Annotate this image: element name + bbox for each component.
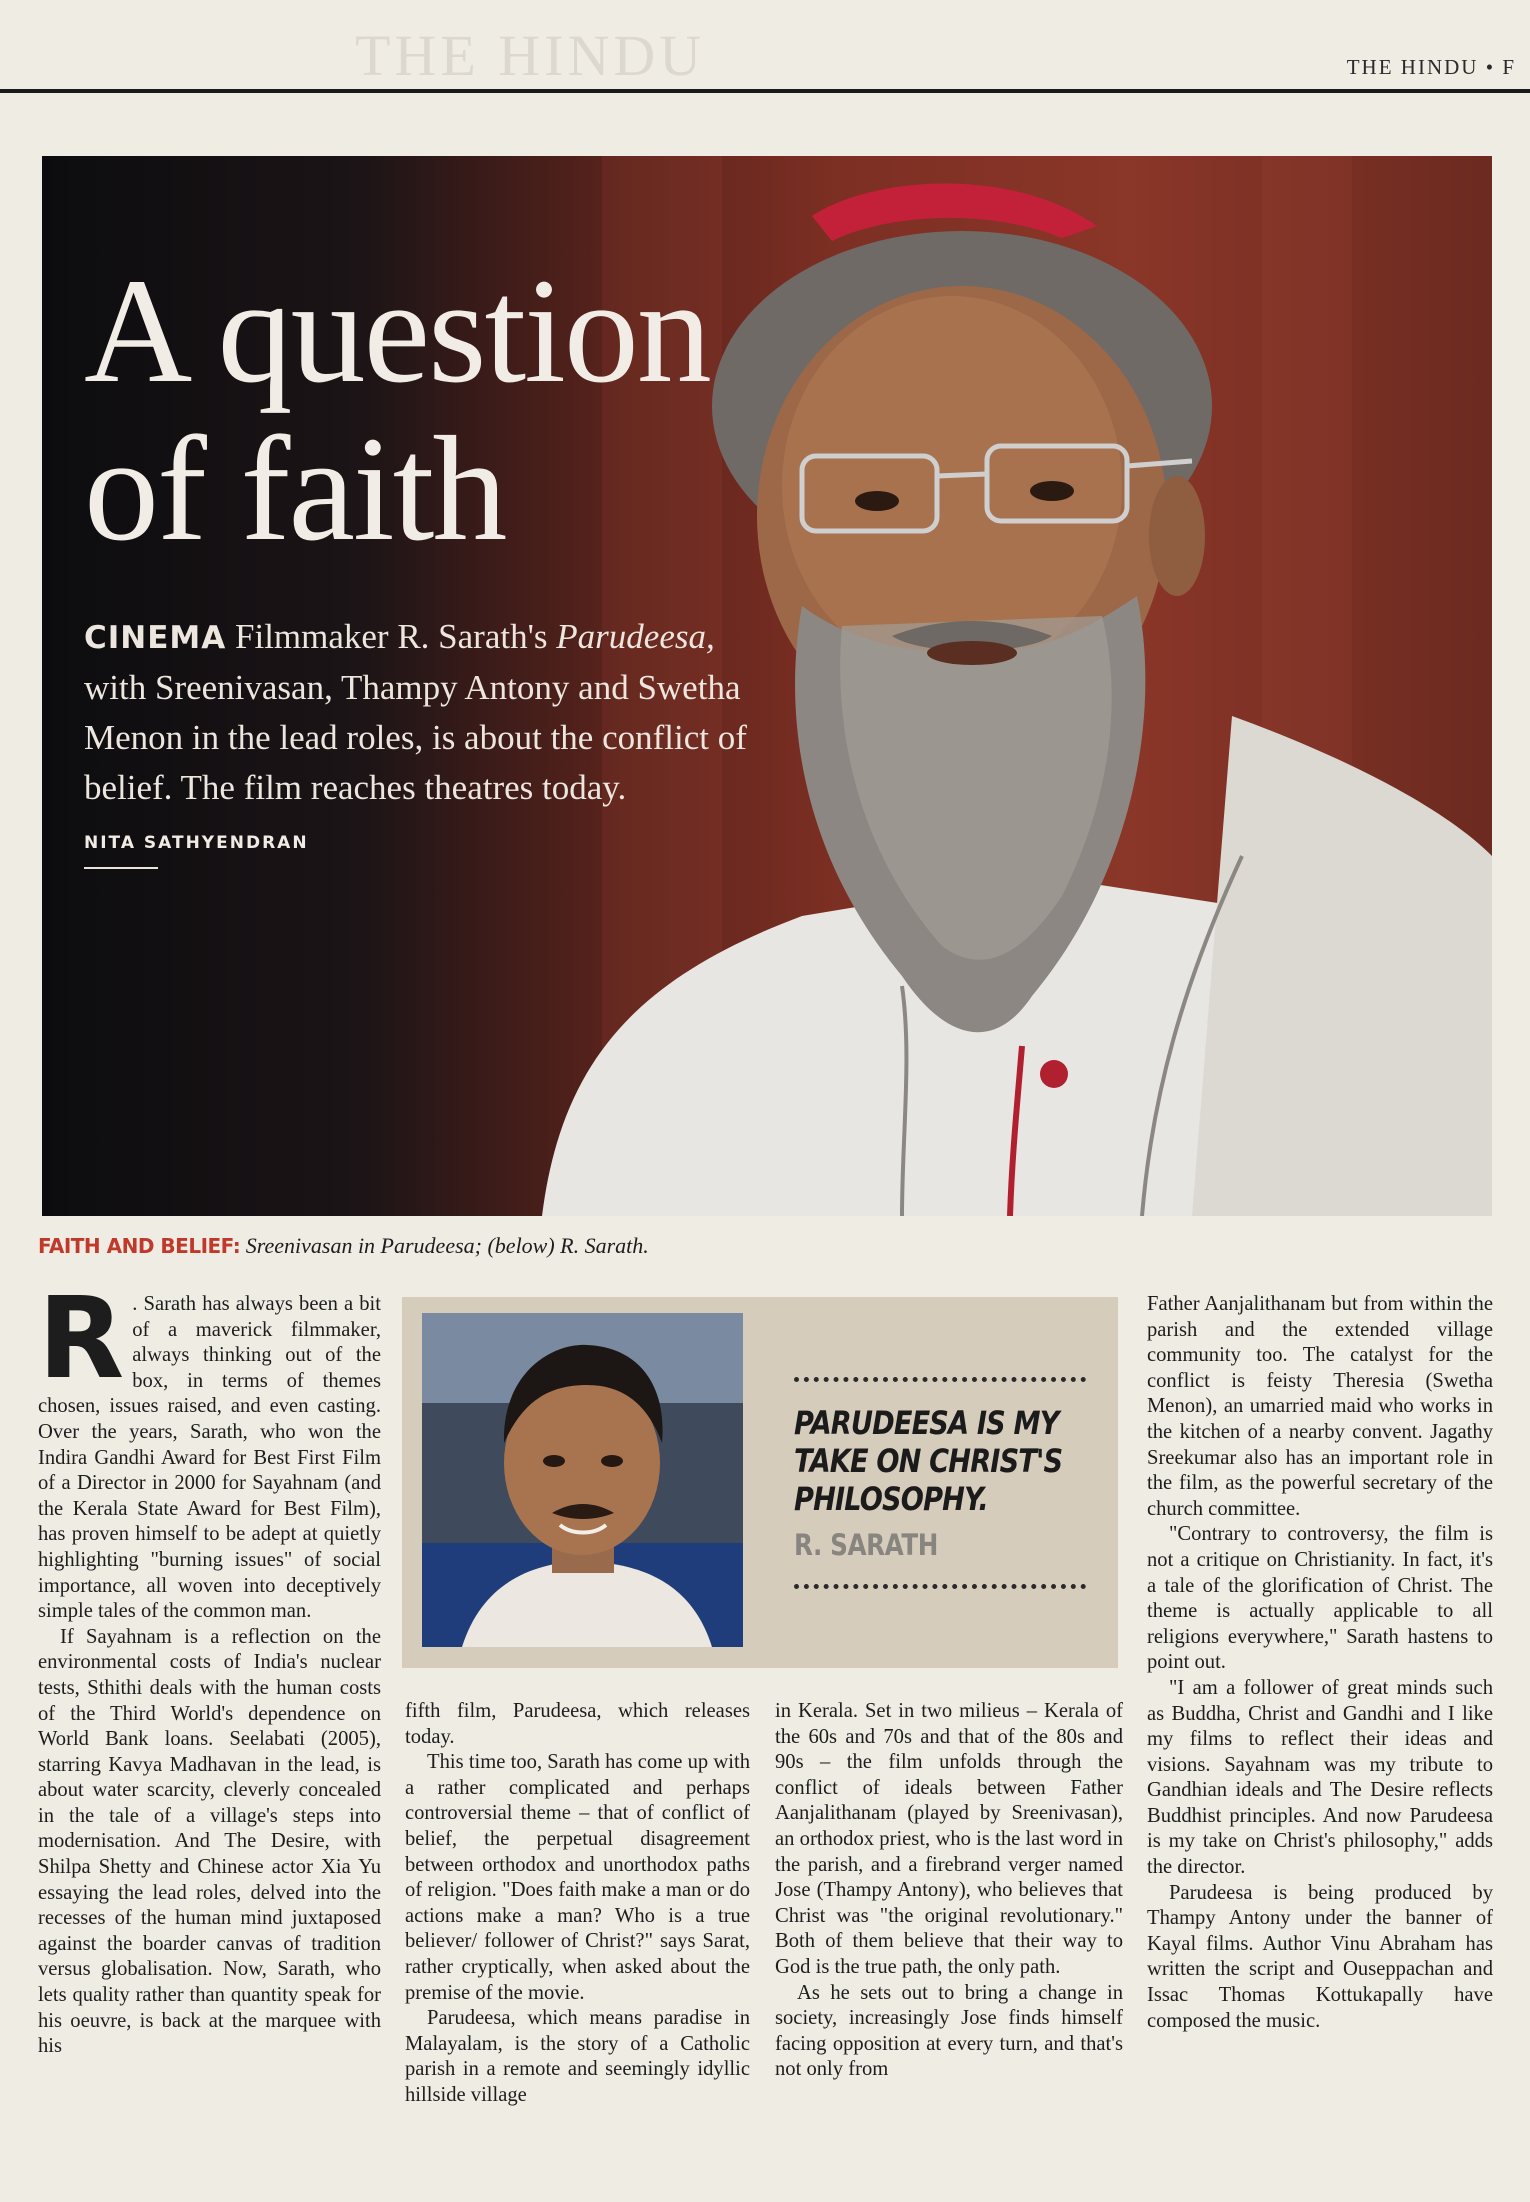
masthead-rule [0,89,1530,93]
paragraph-text: . Sarath has always been a bit of a maverick filmmaker, always thinking out of the box, in terms of themes chosen, issues raised, and even casting. Over the years, Sarath, who won the Indira Gandhi Award for Best First Film of a Director in 2000 for Sayahnam (and the Kerala State Award for Best Film), has proven himself to be adept at quietly highlighting "burning issues" of social importance, all woven into deceptively simple tales of the common man. [38,1293,381,1623]
section-tag: CINEMA [84,620,227,656]
article-column-1 [38,1274,381,2060]
standfirst [84,612,784,813]
headline [84,248,804,572]
standfirst-lead: Filmmaker R. Sarath's [226,617,557,656]
standfirst-film-title: Parudeesa, [556,617,715,656]
byline-rule [84,867,158,869]
quote-line: PHILOSOPHY. [794,1480,988,1518]
masthead [0,0,1530,92]
paragraph: fifth film, Parudeesa, which releases today. [405,1700,750,1748]
quote-text [794,1404,1063,1518]
caption-kicker: FAITH AND BELIEF: [38,1234,241,1258]
paragraph: "Contrary to controversy, the film is not a critique on Christianity. In fact, it's a tale of the glorification of Christ. The theme is actually applicable to all religions everywhere," Sarath hastens to point out. [1147,1523,1493,1674]
quote-line: PARUDEESA IS MY [794,1404,1059,1442]
headshot-illustration [422,1313,743,1647]
paragraph: Father Aanjalithanam but from within the parish and the extended village community too. The catalyst for the conflict is feisty Theresia (Swetha Menon), an umarried maid who works in the kitchen of a nearby convent. Jagathy Sreekumar also has an important role in the film, as the powerful secretary of the church committee. [1147,1293,1493,1520]
paragraph: Parudeesa, which means paradise in Malayalam, is the story of a Catholic parish in a remote and seemingly idyllic hillside village [405,2007,750,2106]
paragraph [38,1274,381,1625]
r-sarath-photo [422,1313,743,1647]
article-column-4 [1147,1292,1493,2034]
paragraph: If Sayahnam is a reflection on the environmental costs of India's nuclear tests, Sthithi deals with the human costs of the Third World's dependence on World Bank loans. Seelabati (2005), starring Kavya Madhavan in the lead, is about water scarcity, cleverly concealed in the tale of a village's steps into modernisation. And The Desire, with Shilpa Shetty and Chinese actor Xia Yu essaying the lead roles, delved into the recesses of the human mind juxtaposed against the boarder canvas of tradition versus globalisation. Now, Sarath, who lets quality rather than quantity speak for his oeuvre, is back at the marquee with his [38,1625,381,2058]
pull-quote-box [402,1297,1118,1668]
paragraph: Parudeesa is being produced by Thampy Antony under the banner of Kayal films. Author Vinu Abraham has written the script and Ouseppachan and Issac Thomas Kottukapally have composed the music. [1147,1881,1493,2032]
headline-line-1: A question [84,248,710,414]
quote-author: R. SARATH [794,1528,938,1562]
standfirst-rest: with Sreenivasan, Thampy Antony and Swetha Menon in the lead roles, is about the conflict of belief. The film reaches theatres today. [84,668,747,807]
hero-text [84,248,804,869]
article-column-3 [775,1699,1123,2083]
dotted-rule-top [794,1377,1086,1382]
quote-line: TAKE ON CHRIST'S [794,1442,1063,1480]
hero-photo [42,156,1492,1216]
paragraph: in Kerala. Set in two milieus – Kerala of the 60s and 70s and that of the 80s and 90s – the film unfolds through the conflict of ideals between Father Aanjalithanam (played by Sreenivasan), an orthodox priest, who is the last word in the parish, and a firebrand verger named Jose (Thampy Antony), who believes that Christ was "the original revolutionary." Both of them believe that their way to God is the true path, the only path. [775,1700,1123,1978]
paragraph: This time too, Sarath has come up with a rather complicated and perhaps controversial theme – that of conflict of belief, the perpetual disagreement between orthodox and unorthodox paths of religion. "Does faith make a man or do actions make a man? Who is a true believer/ follower of Christ?" says Sarat, rather cryptically, when asked about the premise of the movie. [405,1751,750,2004]
photo-caption [38,1233,649,1259]
newspaper-name: THE HINDU • F [1346,55,1516,79]
dotted-rule-bottom [794,1584,1086,1589]
paragraph: "I am a follower of great minds such as Buddha, Christ and Gandhi and I like my films to reflect their ideas and visions. Sayahnam was my tribute to Gandhian ideals and The Desire reflects Buddhist principles. And now Parudeesa is my take on Christ's philosophy," adds the director. [1147,1676,1493,1879]
bleed-through-text: THE HINDU [355,23,706,88]
article-column-2 [405,1699,750,2109]
paragraph: As he sets out to bring a change in society, increasingly Jose finds himself facing opposition at every turn, and that's not only from [775,1981,1123,2081]
headline-line-2: of faith [84,406,506,572]
caption-text: Sreenivasan in Parudeesa; (below) R. Sarath. [240,1233,649,1258]
byline: NITA SATHYENDRAN [84,833,309,853]
drop-cap: R [38,1274,125,1404]
pull-quote [794,1377,1086,1589]
